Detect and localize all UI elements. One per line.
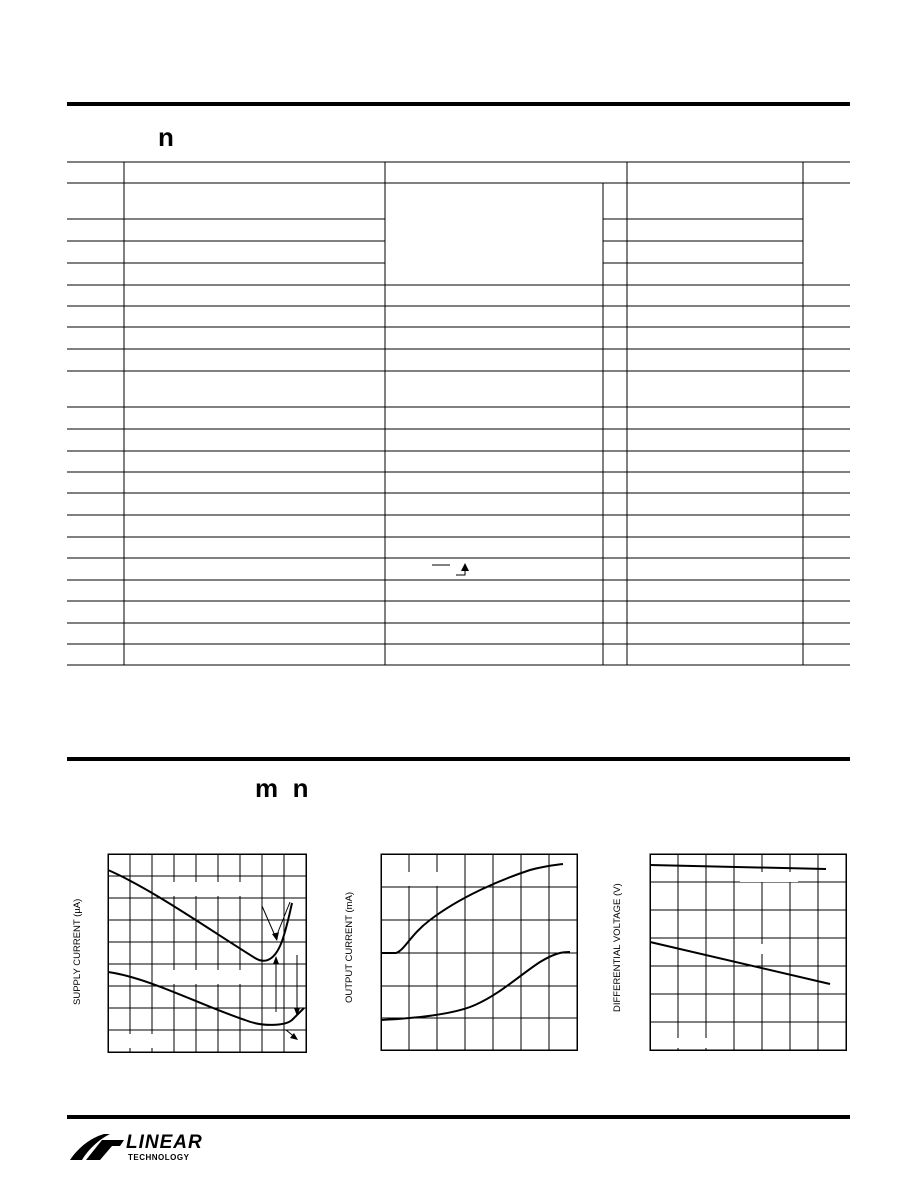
logo-wordmark: LINEAR — [126, 1132, 203, 1153]
typical-section-heading-glyph: m n — [255, 773, 309, 803]
logo-subtext: TECHNOLOGY — [128, 1153, 190, 1162]
output-current-ylabel: OUTPUT CURRENT (mA) — [344, 891, 355, 1003]
section-heading-glyph: n — [158, 122, 174, 152]
differential-voltage-ylabel: DIFFERENTIAL VOLTAGE (V) — [612, 883, 623, 1012]
supply-current-ylabel: SUPPLY CURRENT (µA) — [72, 898, 83, 1005]
